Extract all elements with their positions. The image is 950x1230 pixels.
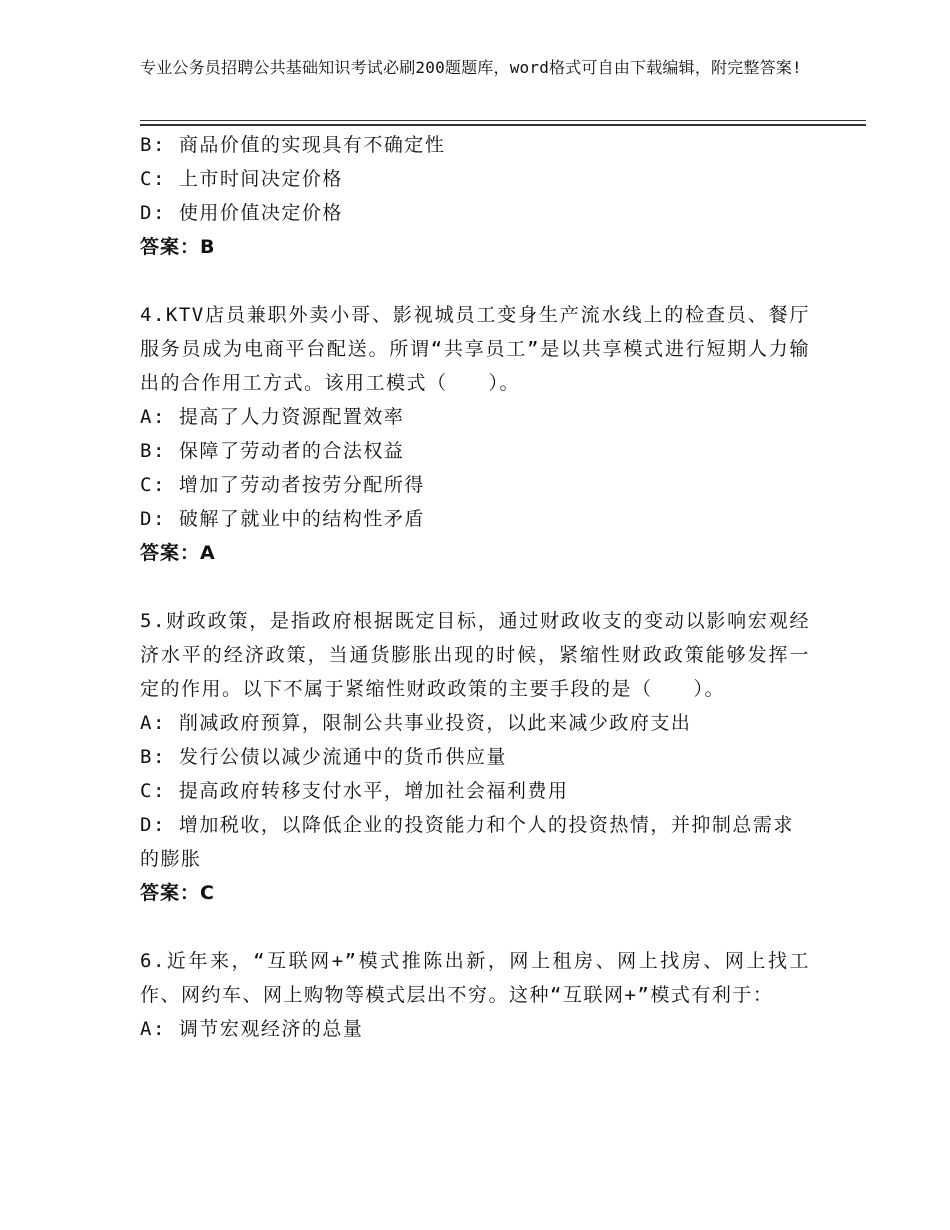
header-rule-thin	[140, 120, 866, 121]
document-body	[140, 128, 810, 1046]
spacer	[140, 570, 810, 604]
option-c: C: 提高政府转移支付水平，增加社会福利费用	[140, 780, 569, 802]
option-a: A: 调节宏观经济的总量	[140, 1018, 364, 1040]
option-c: C: 上市时间决定价格	[140, 168, 343, 190]
question-block-4	[140, 298, 810, 570]
page-header: 专业公务员招聘公共基础知识考试必刷200题题库，word格式可自由下载编辑，附完整答案!	[140, 58, 802, 77]
question-text: 5.财政政策，是指政府根据既定目标，通过财政收支的变动以影响宏观经济水平的经济政策，当通货膨胀出现的时候，紧缩性财政政策能够发挥一定的作用。以下不属于紧缩性财政政策的主要手段的是（ ）。	[140, 610, 810, 700]
question-text: 6.近年来，“互联网+”模式推陈出新，网上租房、网上找房、网上找工作、网约车、网上购物等模式层出不穷。这种“互联网+”模式有利于：	[140, 950, 810, 1006]
answer-label: 答案：A	[140, 542, 216, 564]
option-a: A: 提高了人力资源配置效率	[140, 406, 405, 428]
option-b: B: 商品价值的实现具有不确定性	[140, 134, 446, 156]
option-a: A: 削减政府预算，限制公共事业投资，以此来减少政府支出	[140, 712, 692, 734]
option-c: C: 增加了劳动者按劳分配所得	[140, 474, 425, 496]
option-d: D: 破解了就业中的结构性矛盾	[140, 508, 425, 530]
answer-label: 答案：B	[140, 236, 216, 258]
answer-label: 答案：C	[140, 882, 215, 904]
spacer	[140, 264, 810, 298]
question-block-3	[140, 128, 810, 264]
header-rule-thick	[140, 124, 866, 126]
option-b: B: 发行公债以减少流通中的货币供应量	[140, 746, 507, 768]
option-d: D: 使用价值决定价格	[140, 202, 343, 224]
question-block-5	[140, 604, 810, 910]
question-text: 4.KTV店员兼职外卖小哥、影视城员工变身生产流水线上的检查员、餐厅服务员成为电商平台配送。所谓“共享员工”是以共享模式进行短期人力输出的合作用工方式。该用工模式（ ）。	[140, 304, 810, 394]
question-block-6	[140, 944, 810, 1046]
option-b: B: 保障了劳动者的合法权益	[140, 440, 405, 462]
option-d: D: 增加税收，以降低企业的投资能力和个人的投资热情，并抑制总需求的膨胀	[140, 814, 794, 870]
spacer	[140, 910, 810, 944]
